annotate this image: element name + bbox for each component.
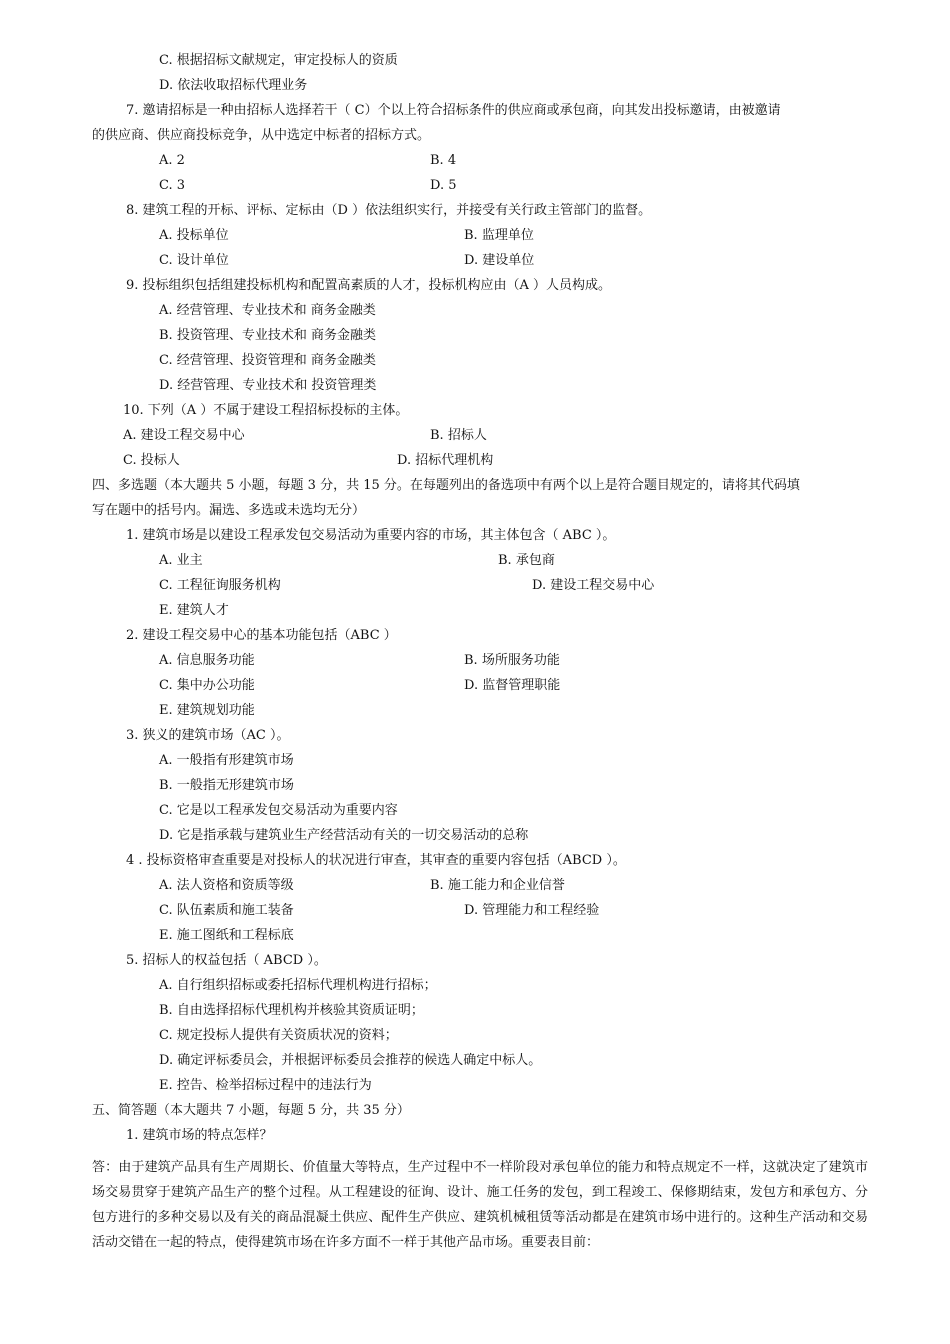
option-line: A. 信息服务功能: [159, 653, 255, 668]
question-8: 8. 建筑工程的开标、评标、定标由（D ）依法组织实行，并接受有关行政主管部门的监督。: [126, 203, 652, 218]
option-line: C. 队伍素质和施工装备: [159, 903, 294, 918]
option-line: A. 投标单位: [159, 228, 229, 243]
mc-question-5: 5. 招标人的权益包括（ ABCD ）。: [126, 953, 327, 968]
option-line: D. 确定评标委员会，并根据评标委员会推荐的候选人确定中标人。: [159, 1053, 542, 1068]
option-line: B. 招标人: [430, 428, 487, 443]
option-line: A. 2: [159, 153, 185, 168]
option-line: B. 场所服务功能: [464, 653, 560, 668]
question-10: 10. 下列（A ）不属于建设工程招标投标的主体。: [123, 403, 409, 418]
mc-question-4: 4 . 投标资格审查重要是对投标人的状况进行审查，其审查的重要内容包括（ABCD ）。: [126, 853, 626, 868]
option-line: B. 自由选择招标代理机构并核验其资质证明；: [159, 1003, 424, 1018]
mc-question-2: 2. 建设工程交易中心的基本功能包括（ABC ）: [126, 628, 397, 643]
option-line: C. 3: [159, 178, 186, 193]
option-line: D. 依法收取招标代理业务: [159, 78, 308, 93]
option-line: C. 投标人: [123, 453, 180, 468]
option-line: B. 承包商: [498, 553, 555, 568]
section-heading-short-answer: 五、简答题（本大题共 7 小题，每题 5 分，共 35 分）: [92, 1103, 410, 1118]
option-line: D. 经营管理、专业技术和 投资管理类: [159, 378, 377, 393]
mc-question-3: 3. 狭义的建筑市场（AC ）。: [126, 728, 290, 743]
option-line: B. 投资管理、专业技术和 商务金融类: [159, 328, 376, 343]
option-line: A. 一般指有形建筑市场: [159, 753, 294, 768]
question-9: 9. 投标组织包括组建投标机构和配置高素质的人才，投标机构应由（A ）人员构成。: [126, 278, 612, 293]
option-line: D. 建设单位: [464, 253, 535, 268]
option-line: E. 控告、检举招标过程中的违法行为: [159, 1078, 372, 1093]
option-line: A. 法人资格和资质等级: [159, 878, 294, 893]
question-7-cont: 的供应商、供应商投标竞争，从中选定中标者的招标方式。: [92, 128, 431, 143]
answer-paragraph: 答：由于建筑产品具有生产周期长、价值量大等特点，生产过程中不一样阶段对承包单位的能力和特点规定不一样，这就决定了建筑市场交易贯穿于建筑产品生产的整个过程。从工程建设的征询、设计、施工任务的发包，到工程竣工、保修期结束，发包方和承包方、分包方进行的多种交易以及有关的商品混凝土供应、配件生产供应、建筑机械租赁等活动都是在建筑市场中进行的。这种生产活动和交易活动交错在一起的特点，使得建筑市场在许多方面不一样于其他产品市场。重要表目前：: [92, 1160, 868, 1250]
short-answer-question-1: 1. 建筑市场的特点怎样？: [126, 1128, 273, 1143]
option-line: D. 它是指承载与建筑业生产经营活动有关的一切交易活动的总称: [159, 828, 529, 843]
option-line: E. 施工图纸和工程标底: [159, 928, 294, 943]
option-line: C. 根据招标文献规定，审定投标人的资质: [159, 53, 398, 68]
option-line: D. 管理能力和工程经验: [464, 903, 600, 918]
option-line: D. 招标代理机构: [397, 453, 494, 468]
option-line: A. 经营管理、专业技术和 商务金融类: [159, 303, 376, 318]
option-line: B. 4: [430, 153, 457, 168]
option-line: D. 5: [430, 178, 457, 193]
option-line: A. 建设工程交易中心: [123, 428, 245, 443]
option-line: D. 建设工程交易中心: [532, 578, 655, 593]
option-line: C. 设计单位: [159, 253, 229, 268]
question-7: 7. 邀请招标是一种由招标人选择若干（ C）个以上符合招标条件的供应商或承包商，向其发出投标邀请，由被邀请: [126, 103, 781, 118]
option-line: B. 监理单位: [464, 228, 534, 243]
option-line: A. 自行组织招标或委托招标代理机构进行招标；: [159, 978, 437, 993]
option-line: C. 经营管理、投资管理和 商务金融类: [159, 353, 376, 368]
option-line: A. 业主: [159, 553, 203, 568]
option-line: C. 工程征询服务机构: [159, 578, 281, 593]
option-line: B. 一般指无形建筑市场: [159, 778, 294, 793]
option-line: E. 建筑人才: [159, 603, 229, 618]
section-heading-cont: 写在题中的括号内。漏选、多选或未选均无分）: [92, 503, 366, 518]
option-line: C. 集中办公功能: [159, 678, 255, 693]
option-line: C. 它是以工程承发包交易活动为重要内容: [159, 803, 398, 818]
option-line: D. 监督管理职能: [464, 678, 561, 693]
option-line: E. 建筑规划功能: [159, 703, 255, 718]
mc-question-1: 1. 建筑市场是以建设工程承发包交易活动为重要内容的市场，其主体包含（ ABC ）。: [126, 528, 616, 543]
section-heading-multiple-choice: 四、多选题（本大题共 5 小题，每题 3 分，共 15 分。在每题列出的备选项中有两个以上是符合题目规定的，请将其代码填: [92, 478, 800, 493]
option-line: C. 规定投标人提供有关资质状况的资料；: [159, 1028, 398, 1043]
option-line: B. 施工能力和企业信誉: [430, 878, 565, 893]
